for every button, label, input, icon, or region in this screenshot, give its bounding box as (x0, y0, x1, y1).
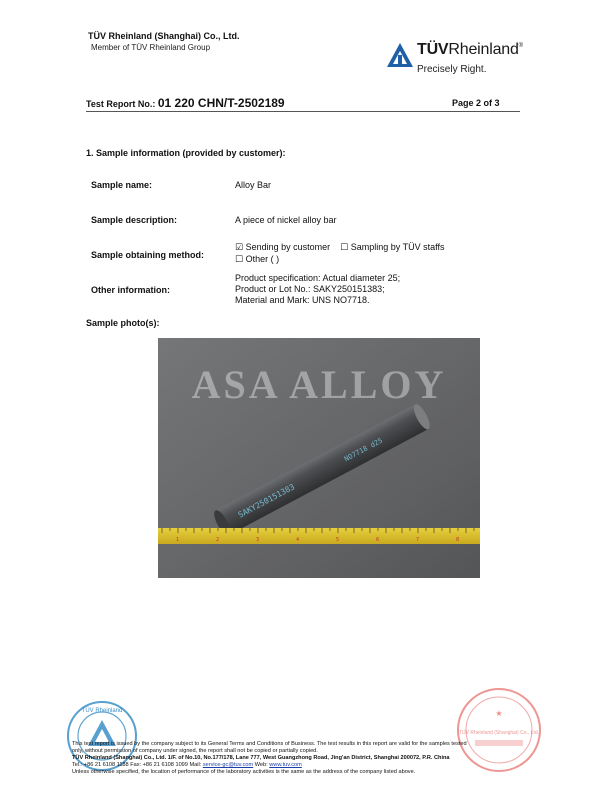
checkbox-unchecked-icon: ☐ (235, 255, 244, 265)
sample-description-label: Sample description: (91, 215, 178, 225)
page-indicator: Page 2 of 3 (452, 98, 500, 108)
seal-text: TÜV Rheinland (81, 708, 123, 714)
svg-text:2: 2 (216, 537, 220, 543)
sample-method-label: Sample obtaining method: (91, 250, 205, 260)
company-red-stamp (455, 686, 543, 774)
registered-mark: ® (518, 43, 523, 49)
sample-method-options (235, 242, 444, 266)
other-information-value (235, 273, 400, 306)
svg-text:NO7718 d25: NO7718 d25 (343, 436, 385, 464)
sample-name-label: Sample name: (91, 180, 153, 190)
brand-logo-text (417, 41, 523, 59)
footer-location-note: Unless otherwise specified, the location of performance of the laboratory activities is the same as the address of the company listed above. (72, 769, 416, 775)
footer-web-link[interactable]: www.tuv.com (269, 762, 302, 768)
svg-text:3: 3 (256, 537, 260, 543)
group-member-text: Member of TÜV Rheinland Group (91, 43, 211, 52)
product-lot-number: Product or Lot No.: SAKY250151383; (235, 284, 385, 294)
svg-text:★: ★ (495, 709, 503, 718)
section-title: 1. Sample information (provided by customer): (86, 148, 286, 158)
product-specification: Product specification: Actual diameter 25; (235, 273, 401, 283)
svg-text:1: 1 (176, 537, 180, 543)
photo-watermark: ASA ALLOY (191, 362, 447, 407)
footer-disclaimer-1: This test report is issued by the company subject to its General Terms and Conditions of Business. The test results in this report are valid for the samples tested (72, 741, 467, 747)
method-option-other: Other ( ) (245, 254, 280, 264)
report-number-label: Test Report No.: (86, 99, 156, 109)
material-mark: Material and Mark: UNS NO7718. (235, 295, 370, 305)
footer-address: TÜV Rheinland (Shanghai) Co., Ltd. 1/F. of No.10, No.177/178, Lane 777, West Guangzhong Road, Jing'an District, Shanghai 200072, P.R. China (72, 755, 450, 761)
bar-marking: SAKY250151383 (236, 482, 297, 520)
footer-disclaimer-2: only, without permission of company under signed, the report shall not be copied or partially copied. (72, 748, 318, 754)
svg-text:4: 4 (296, 537, 300, 543)
stamp-text: TÜV Rheinland (Shanghai) Co., Ltd. (458, 730, 540, 736)
measuring-tape (158, 528, 480, 544)
header-divider (86, 111, 520, 112)
footer-contact (72, 762, 302, 768)
sample-name-value: Alloy Bar (235, 180, 272, 190)
other-information-label: Other information: (91, 285, 170, 295)
report-number (86, 96, 285, 110)
footer-mail-link[interactable]: service-gc@tuv.com (202, 762, 254, 768)
sample-photo-label: Sample photo(s): (86, 318, 160, 328)
sample-description-value: A piece of nickel alloy bar (235, 215, 337, 225)
method-option-sampling: Sampling by TÜV staffs (350, 242, 445, 252)
tuv-triangle-icon (386, 42, 414, 68)
svg-text:5: 5 (336, 537, 340, 543)
checkbox-unchecked-icon: ☐ (340, 243, 349, 253)
footer-tel-fax: Tel.: +86 21 6108 1188 Fax: +86 21 6108 1099 Mail: (72, 762, 203, 768)
method-option-sending: Sending by customer (245, 242, 331, 252)
footer-web-label: Web: (253, 762, 270, 768)
company-name: TÜV Rheinland (Shanghai) Co., Ltd. (88, 31, 240, 41)
brand-name: Rheinland (448, 41, 519, 58)
svg-text:8: 8 (456, 537, 460, 543)
svg-text:6: 6 (376, 537, 380, 543)
report-number-value: 01 220 CHN/T-2502189 (157, 96, 285, 110)
tagline: Precisely Right. (417, 64, 487, 75)
checkbox-checked-icon: ☑ (235, 243, 244, 253)
brand-prefix: TÜV (417, 41, 449, 58)
svg-text:7: 7 (416, 537, 420, 543)
sample-photo (158, 338, 480, 578)
